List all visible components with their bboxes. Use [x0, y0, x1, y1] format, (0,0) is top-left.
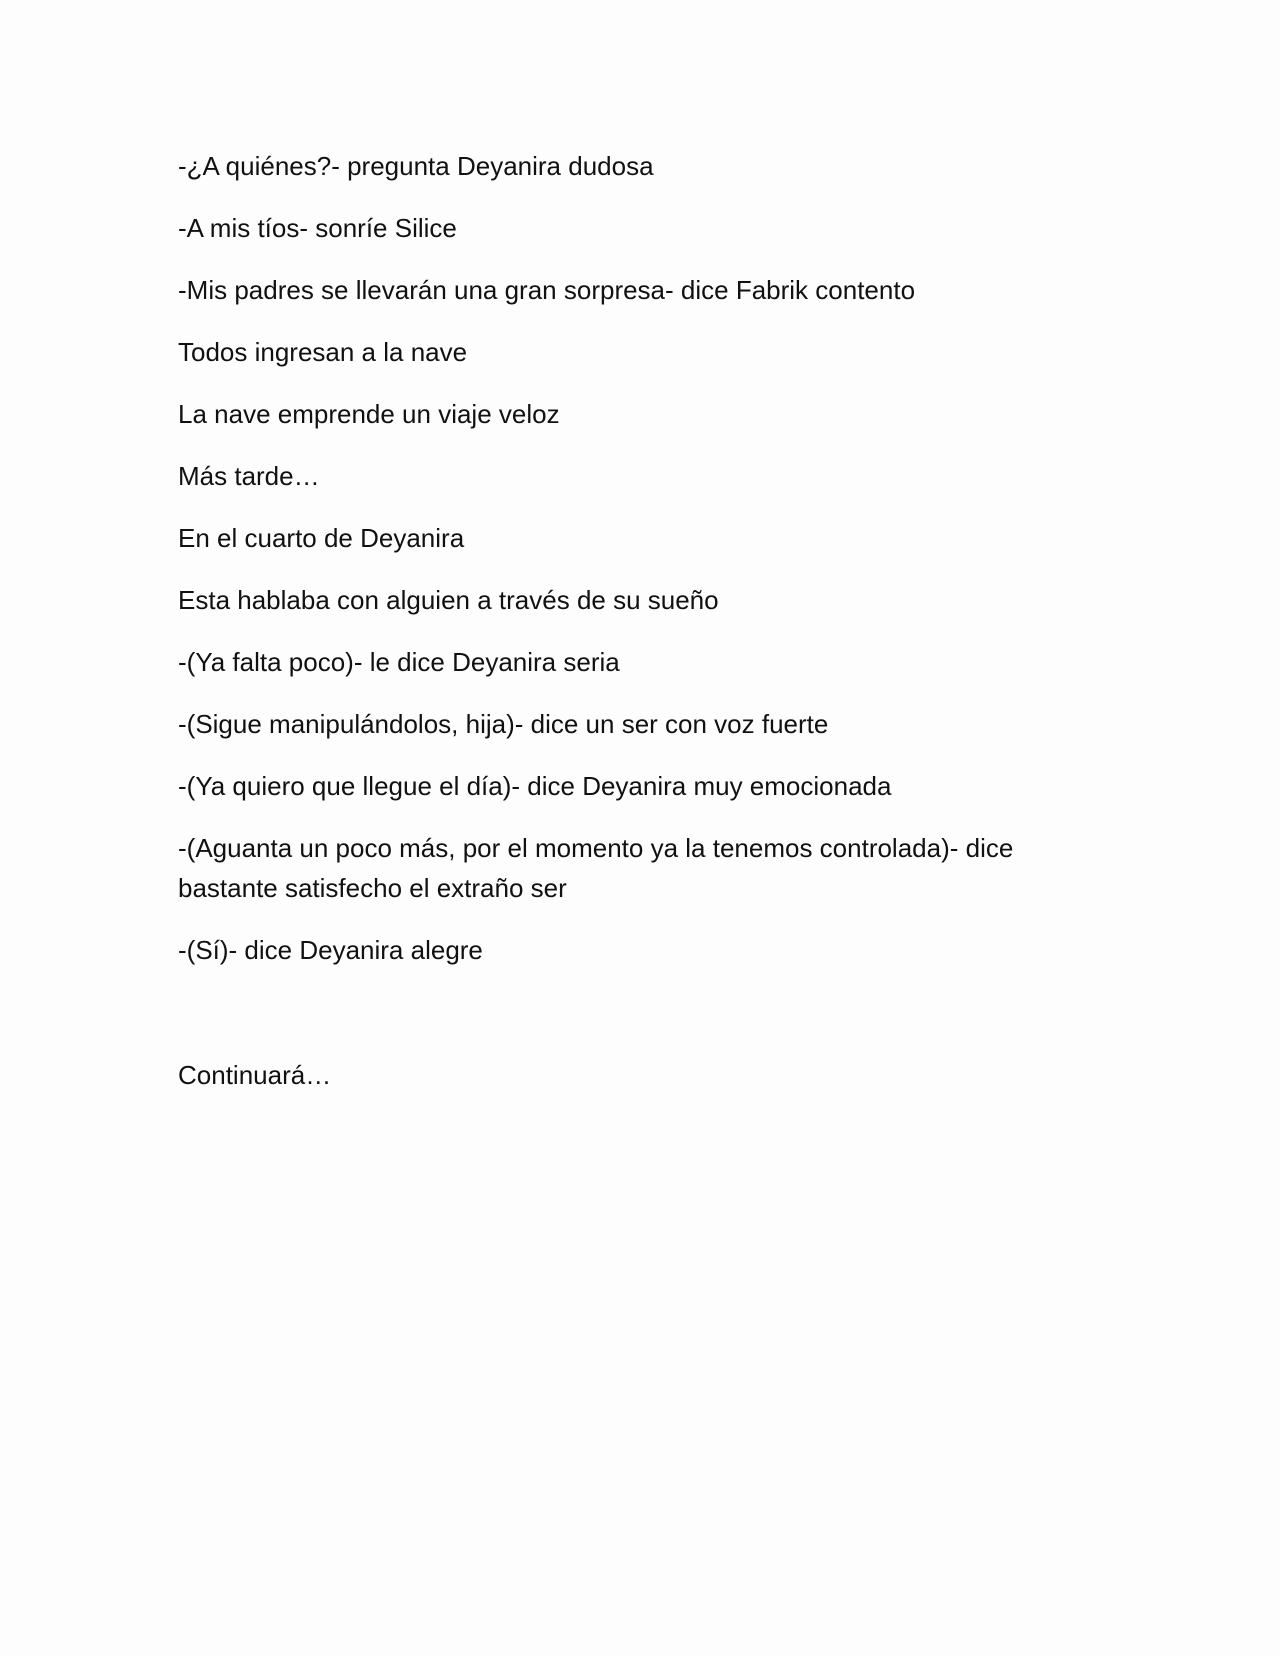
paragraph: -(Ya quiero que llegue el día)- dice Deyanira muy emocionada: [178, 771, 892, 801]
paragraph: Todos ingresan a la nave: [178, 337, 468, 367]
closing-line: Continuará…: [178, 1060, 332, 1090]
paragraph: -(Aguanta un poco más, por el momento ya la tenemos controlada)- dice bastante satisfecho el extraño ser: [178, 833, 1014, 903]
paragraph: -¿A quiénes?- pregunta Deyanira dudosa: [178, 151, 654, 181]
paragraph: -A mis tíos- sonríe Silice: [178, 213, 457, 243]
document-body: [178, 146, 1078, 1117]
blank-line: [178, 992, 1078, 1055]
paragraph: Esta hablaba con alguien a través de su sueño: [178, 585, 719, 615]
paragraph: -Mis padres se llevarán una gran sorpresa- dice Fabrik contento: [178, 275, 916, 305]
paragraph: -(Sigue manipulándolos, hija)- dice un ser con voz fuerte: [178, 709, 829, 739]
paragraph: La nave emprende un viaje veloz: [178, 399, 560, 429]
paragraph: En el cuarto de Deyanira: [178, 523, 465, 553]
paragraph: -(Sí)- dice Deyanira alegre: [178, 935, 483, 965]
paragraph: Más tarde…: [178, 461, 320, 491]
paragraph: -(Ya falta poco)- le dice Deyanira seria: [178, 647, 620, 677]
